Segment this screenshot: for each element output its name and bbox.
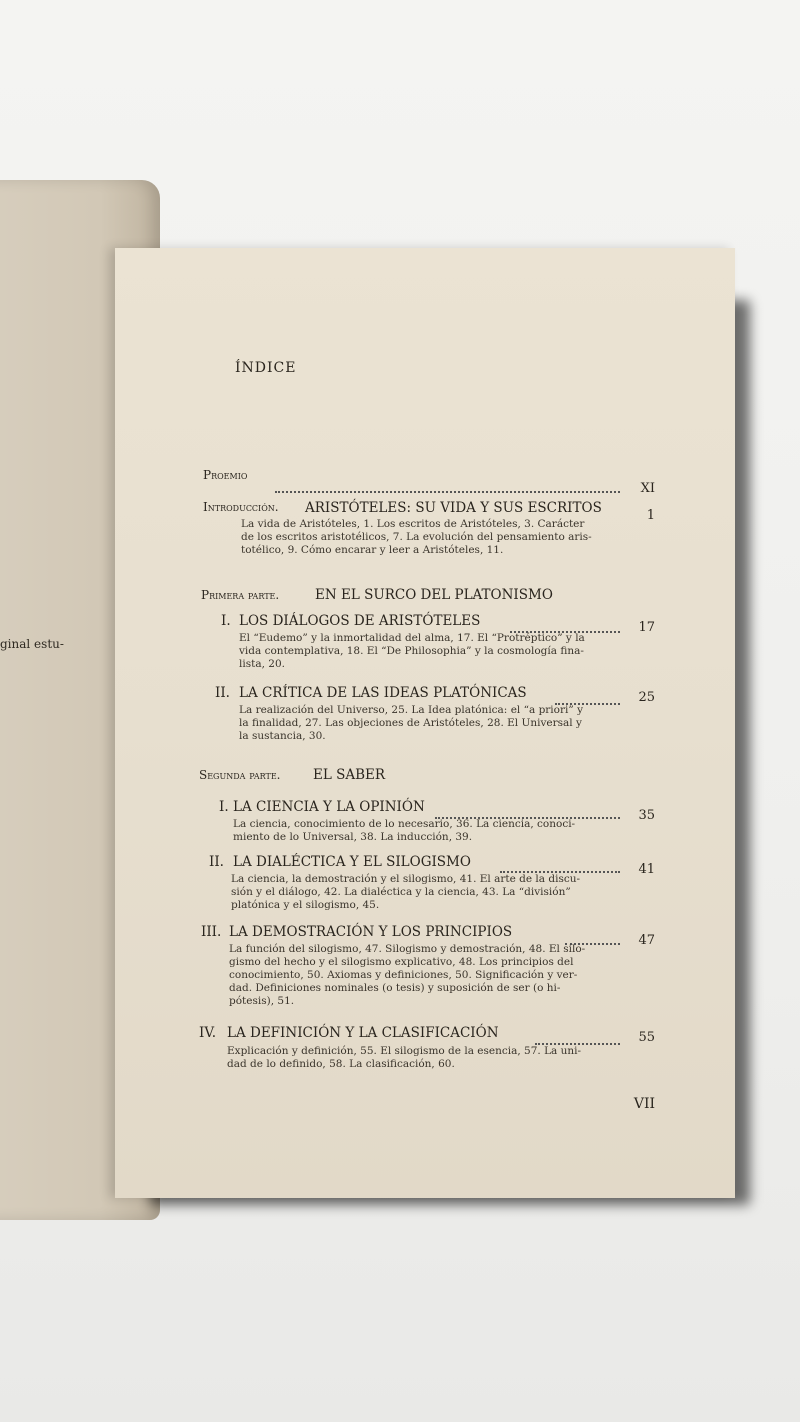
- p2c1-title: LA CIENCIA Y LA OPINIÓN: [233, 799, 425, 815]
- p1c2-num: II.: [215, 685, 230, 701]
- p2c2-summary-3: platónica y el silogismo, 45.: [231, 899, 380, 911]
- p2c1-page: 35: [638, 808, 655, 823]
- p1c1-summary-1: El “Eudemo” y la inmortalidad del alma, 17. El “Protréptico” y la: [239, 632, 585, 644]
- p1c1-summary-2: vida contemplativa, 18. El “De Philosophia” y la cosmología fina-: [239, 645, 584, 657]
- proemio-page: XI: [640, 481, 655, 496]
- p2c2-summary-2: sión y el diálogo, 42. La dialéctica y la ciencia, 43. La “división”: [231, 886, 571, 898]
- p2c2-summary-1: La ciencia, la demostración y el silogismo, 41. El arte de la discu-: [231, 873, 581, 885]
- p2c2-title: LA DIALÉCTICA Y EL SILOGISMO: [233, 854, 471, 870]
- proemio-label: Proemio: [203, 468, 248, 482]
- p2c4-title: LA DEFINICIÓN Y LA CLASIFICACIÓN: [227, 1025, 499, 1041]
- p2c4-page: 55: [638, 1030, 655, 1045]
- folio: VII: [633, 1096, 655, 1112]
- p1c2-title: LA CRÍTICA DE LAS IDEAS PLATÓNICAS: [239, 685, 527, 701]
- index-title: ÍNDICE: [235, 360, 297, 376]
- right-page: [115, 248, 735, 1198]
- p2c1-num: I.: [219, 799, 229, 815]
- p1c1-summary-3: lista, 20.: [239, 658, 285, 670]
- part1-prefix: Primera parte.: [201, 588, 280, 602]
- p1c2-summary-3: la sustancia, 30.: [239, 730, 326, 742]
- p2c1-summary-2: miento de lo Universal, 38. La inducción, 39.: [233, 831, 473, 843]
- p1c2-summary-1: La realización del Universo, 25. La Idea platónica: el “a priori” y: [239, 704, 583, 716]
- p2c3-title: LA DEMOSTRACIÓN Y LOS PRINCIPIOS: [229, 924, 513, 940]
- p1c1-num: I.: [221, 613, 231, 629]
- intro-title: ARISTÓTELES: SU VIDA Y SUS ESCRITOS: [305, 500, 602, 516]
- p2c3-summary-2: gismo del hecho y el silogismo explicativo, 48. Los principios del: [229, 956, 574, 968]
- p2c4-summary-1: Explicación y definición, 55. El silogismo de la esencia, 57. La uni-: [227, 1045, 582, 1057]
- intro-prefix: Introducción.: [203, 500, 279, 514]
- p2c3-summary-4: dad. Definiciones nominales (o tesis) y suposición de ser (o hi-: [229, 982, 561, 994]
- p1c2-page: 25: [638, 690, 655, 705]
- part1-title: EN EL SURCO DEL PLATONISMO: [315, 587, 553, 603]
- p1c1-title: LOS DIÁLOGOS DE ARISTÓTELES: [239, 613, 481, 629]
- p2c2-num: II.: [209, 854, 224, 870]
- intro-summary-2: de los escritos aristotélicos, 7. La evolución del pensamiento aris-: [241, 531, 592, 543]
- intro-page: 1: [646, 508, 655, 523]
- p2c3-summary-1: La función del silogismo, 47. Silogismo y demostración, 48. El silo-: [229, 943, 586, 955]
- p2c2-page: 41: [638, 862, 655, 877]
- left-page-text: ginal estu-: [0, 637, 64, 651]
- part2-title: EL SABER: [313, 767, 386, 783]
- p2c3-num: III.: [201, 924, 222, 940]
- dot-leader: [275, 490, 620, 493]
- p2c4-num: IV.: [199, 1025, 217, 1041]
- p1c1-page: 17: [638, 620, 655, 635]
- intro-summary-3: totélico, 9. Cómo encarar y leer a Aristóteles, 11.: [241, 544, 504, 556]
- p1c2-summary-2: la finalidad, 27. Las objeciones de Aristóteles, 28. El Universal y: [239, 717, 582, 729]
- part2-prefix: Segunda parte.: [199, 768, 281, 782]
- p2c3-summary-5: pótesis), 51.: [229, 995, 295, 1007]
- p2c4-summary-2: dad de lo definido, 58. La clasificación, 60.: [227, 1058, 455, 1070]
- p2c3-summary-3: conocimiento, 50. Axiomas y definiciones, 50. Significación y ver-: [229, 969, 578, 981]
- p2c3-page: 47: [638, 933, 655, 948]
- intro-summary-1: La vida de Aristóteles, 1. Los escritos de Aristóteles, 3. Carácter: [241, 518, 585, 530]
- p2c1-summary-1: La ciencia, conocimiento de lo necesario, 36. La ciencia, conoci-: [233, 818, 576, 830]
